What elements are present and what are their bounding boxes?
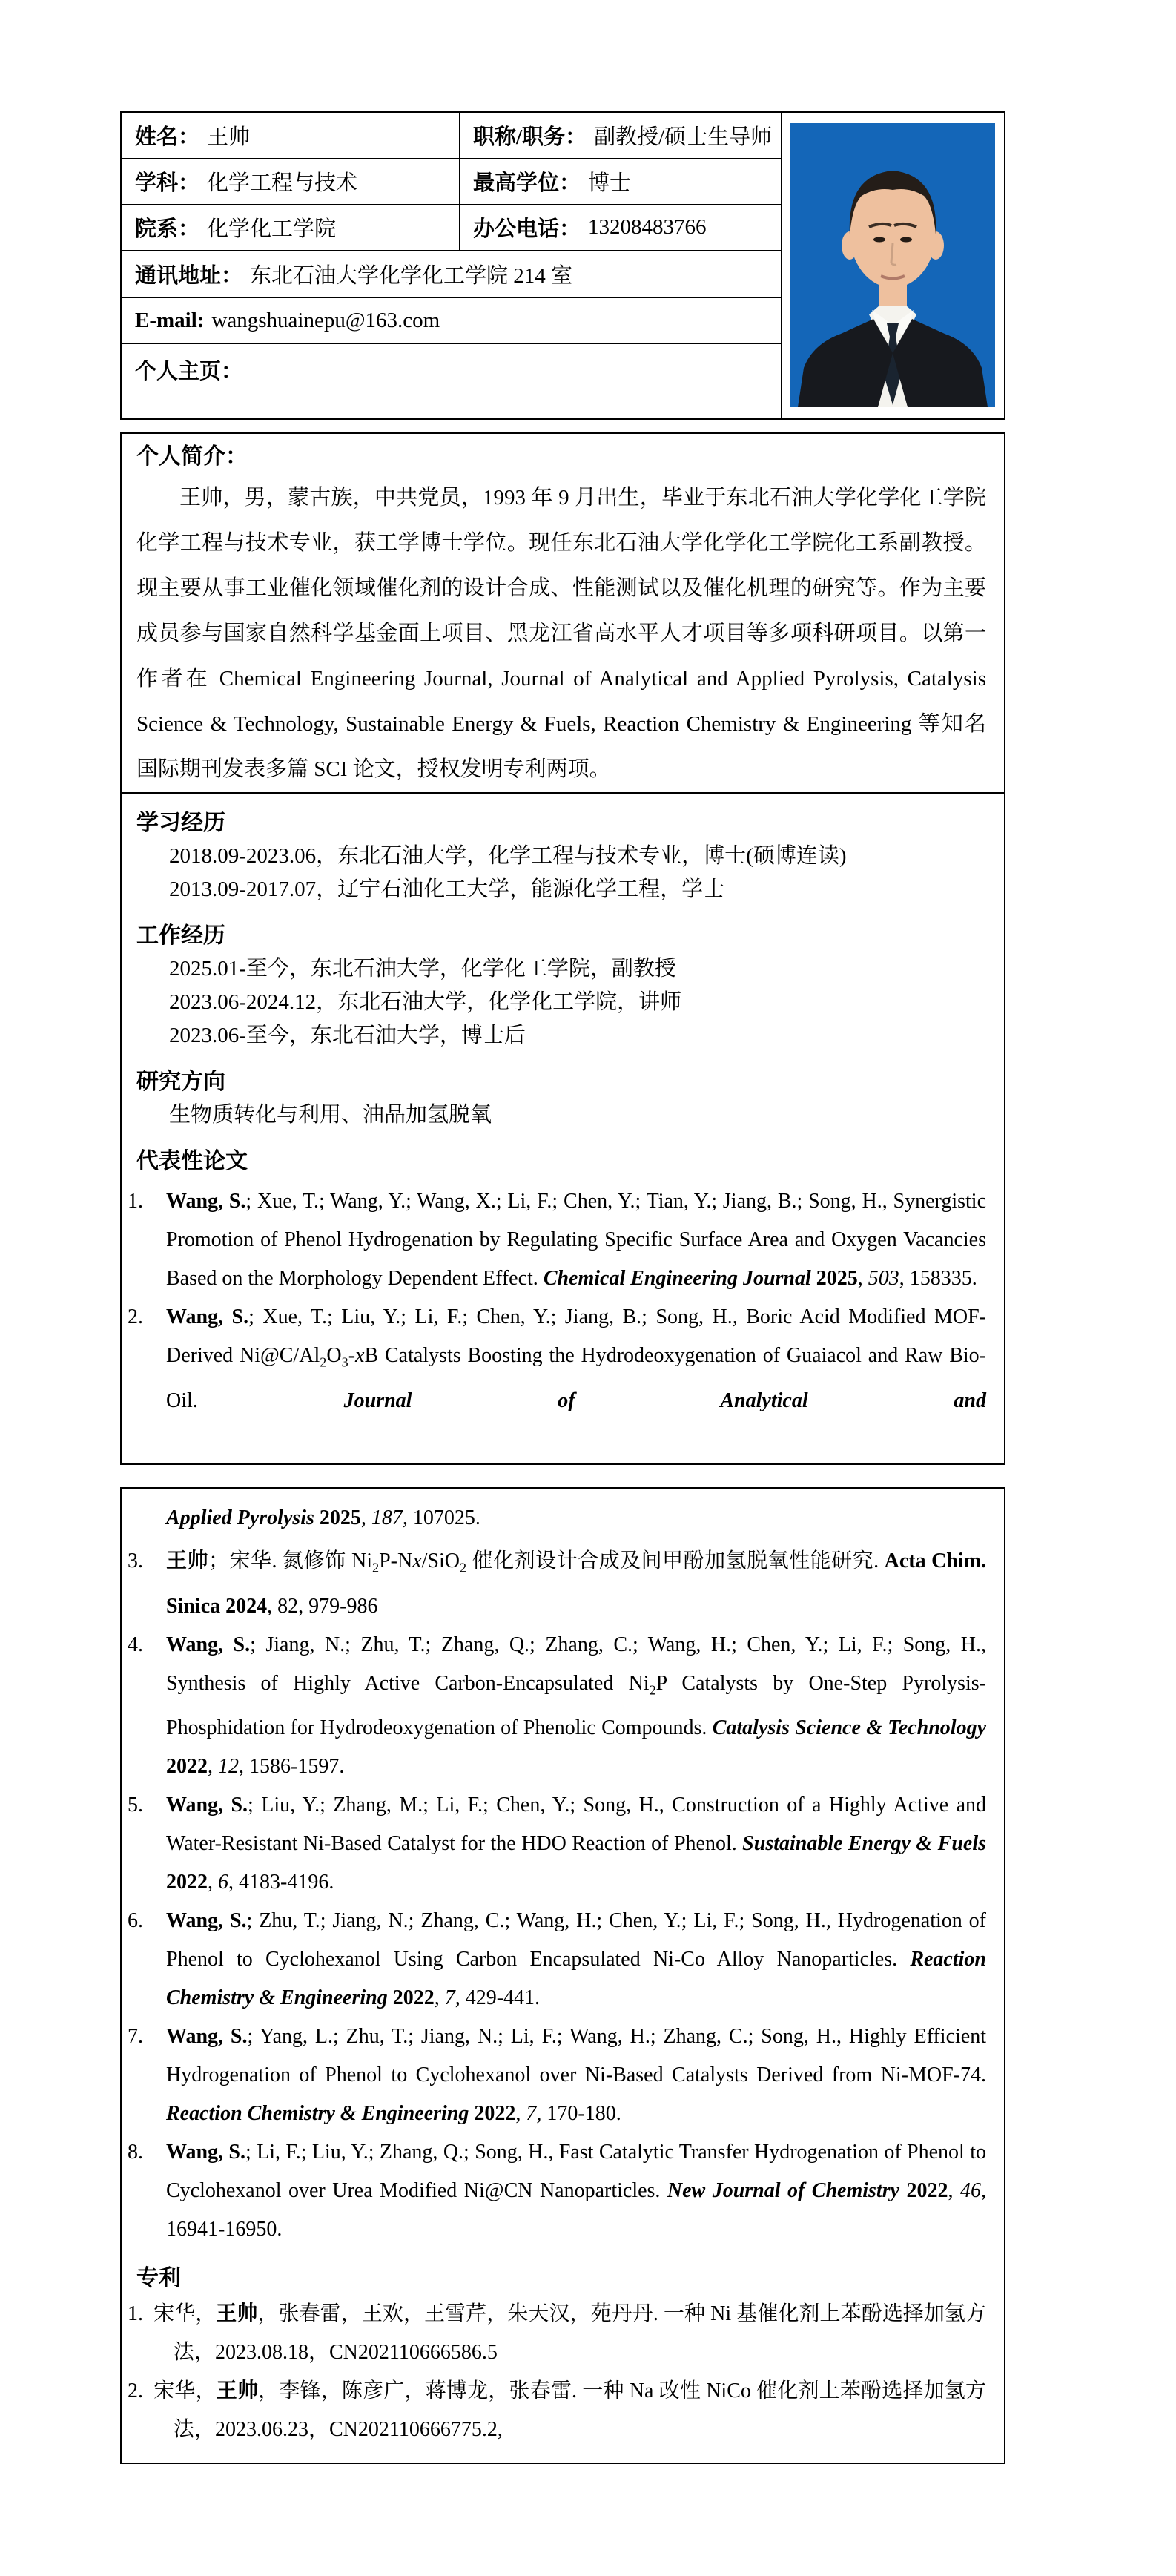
publication-number: 2.	[128, 1305, 143, 1328]
publication-text: Wang, S.; Jiang, N.; Zhu, T.; Zhang, Q.; Zhang, C.; Wang, H.; Chen, Y.; Li, F.; Song, H., Synthesis of Highly Active Carbon-Encapsulated $Ni_2P$ Catalysts by One-Step Pyrolysis-Phosphidation for Hydrodeoxygenation of Phenolic Compounds. Catalysis Science & Technology 2022, 12, 1586-1597.	[166, 1633, 986, 1779]
phone-cell	[460, 205, 782, 251]
department-label: 院系：	[135, 217, 200, 241]
resume-section-page2	[120, 1487, 1005, 2464]
publication-number: 7.	[128, 2025, 143, 2049]
discipline-cell	[122, 159, 460, 205]
department-value: 化学化工学院	[207, 217, 337, 241]
publication-continuation: Applied Pyrolysis 2025, 187, 107025.	[166, 1506, 480, 1529]
publication-text: Wang, S.; Zhu, T.; Jiang, N.; Zhang, C.; Wang, H.; Chen, Y.; Li, F.; Song, H., Hydrogenation of Phenol to Cyclohexanol Using Carbon Encapsulated Ni-Co Alloy Nanoparticles. Reaction Chemistry & Engineering 2022, 7, 429-441.	[166, 1909, 986, 2010]
publication-text: Wang, S.; Liu, Y.; Zhang, M.; Li, F.; Chen, Y.; Song, H., Construction of a Highly Active and Water-Resistant Ni-Based Catalyst for the HDO Reaction of Phenol. Sustainable Energy & Fuels 2022, 6, 4183-4196.	[166, 1793, 986, 1894]
publication-text: Wang, S.; Li, F.; Liu, Y.; Zhang, Q.; Song, H., Fast Catalytic Transfer Hydrogenation of Phenol to Cyclohexanol over Urea Modified Ni@CN Nanoparticles. New Journal of Chemistry 2022, 46, 16941-16950.	[166, 2141, 986, 2241]
title-cell	[460, 113, 782, 159]
intro-section	[120, 432, 1005, 792]
intro-title: 个人简介：	[136, 444, 248, 469]
degree-cell	[460, 159, 782, 205]
publication-list	[128, 1182, 986, 1420]
eye-right	[900, 237, 912, 243]
publication-item	[128, 1298, 986, 1420]
publication-text: Wang, S.; Xue, T.; Wang, Y.; Wang, X.; Li, F.; Chen, Y.; Tian, Y.; Jiang, B.; Song, H., Synergistic Promotion of Phenol Hydrogenation by Regulating Specific Surface Area and Oxygen Vacancies Based on the Morphology Dependent Effect. Chemical Engineering Journal 2025, 503, 158335.	[166, 1190, 986, 1290]
publication-number: 5.	[128, 1793, 143, 1817]
publication-number: 3.	[128, 1549, 143, 1572]
research-title: 研究方向	[136, 1070, 225, 1094]
publication-list	[128, 1542, 986, 2249]
name-label: 姓名：	[135, 125, 200, 149]
profile-table	[120, 111, 1005, 420]
publication-text: 王帅；宋华. 氮修饰 $Ni_2P-Nx/SiO_2$ 催化剂设计合成及间甲酚加氢脱氧性能研究. Acta Chim. Sinica 2024, 82, 979-986	[166, 1549, 986, 1618]
publication-item	[128, 1626, 986, 1787]
email-cell	[122, 298, 782, 344]
department-cell	[122, 205, 460, 251]
publication-text: Wang, S.; Xue, T.; Liu, Y.; Li, F.; Chen, Y.; Jiang, B.; Song, H., Boric Acid Modified MOF-Derived $Ni@C/Al_2O_3-xB$ Catalysts Boosting the Hydrodeoxygenation of Guaiacol and Raw Bio-Oil. Journal of Analytical and	[166, 1305, 986, 1412]
work-item: 2025.01-至今，东北石油大学，化学化工学院，副教授	[169, 957, 676, 981]
profile-photo	[790, 123, 995, 407]
patents-title: 专利	[136, 2266, 181, 2291]
discipline-value: 化学工程与技术	[207, 171, 358, 195]
education-item: 2018.09-2023.06，东北石油大学，化学工程与技术专业，博士(硕博连读)	[169, 844, 847, 868]
research-item: 生物质转化与利用、油品加氢脱氧	[169, 1103, 492, 1127]
address-value: 东北石油大学化学化工学院 214 室	[250, 264, 573, 288]
work-item: 2023.06-2024.12，东北石油大学，化学化工学院，讲师	[169, 990, 682, 1014]
phone-value: 13208483766	[588, 215, 707, 239]
phone-label: 办公电话：	[473, 217, 581, 241]
email-value: wangshuainepu@163.com	[211, 309, 440, 332]
publication-number: 6.	[128, 1909, 143, 1933]
name-cell	[122, 113, 460, 159]
intro-paragraph: 王帅，男，蒙古族，中共党员，1993 年 9 月出生，毕业于东北石油大学化学化工学院化学工程与技术专业，获工学博士学位。现任东北石油大学化学化工学院化工系副教授。现主要从事工业催化领域催化剂的设计合成、性能测试以及催化机理的研究等。作为主要成员参与国家自然科学基金面上项目、黑龙江省高水平人才项目等多项科研项目。以第一作者在 Chemical Engineering Journal, Journal of Analytical and Applied Pyrolysis, Catalysis Science & Technology, Sustainable Energy & Fuels, Reaction Chemistry & Engineering 等知名国际期刊发表多篇 SCI 论文，授权发明专利两项。	[136, 486, 986, 781]
publication-item	[128, 1902, 986, 2017]
publication-number: 8.	[128, 2141, 143, 2164]
degree-value: 博士	[588, 171, 632, 195]
patent-item	[128, 2295, 986, 2372]
education-item: 2013.09-2017.07，辽宁石油化工大学，能源化学工程，学士	[169, 877, 725, 901]
resume-section-page1	[120, 792, 1005, 1465]
address-label: 通讯地址：	[135, 264, 243, 288]
title-value: 副教授/硕士生导师	[594, 125, 773, 149]
work-title: 工作经历	[136, 923, 225, 948]
photo-cell	[782, 113, 1004, 418]
publication-item	[128, 2017, 986, 2133]
publications-title: 代表性论文	[136, 1149, 248, 1173]
eye-left	[873, 237, 885, 243]
address-cell	[122, 251, 782, 298]
discipline-label: 学科：	[135, 171, 200, 195]
publication-text: Wang, S.; Yang, L.; Zhu, T.; Jiang, N.; Li, F.; Wang, H.; Zhang, C.; Song, H., Highly Efficient Hydrogenation of Phenol to Cyclohexanol over Ni-Based Catalysts Derived from Ni-MOF-74. Reaction Chemistry & Engineering 2022, 7, 170-180.	[166, 2025, 986, 2126]
publication-item	[128, 2133, 986, 2249]
email-label: E-mail:	[135, 309, 205, 332]
work-item: 2023.06-至今，东北石油大学，博士后	[169, 1024, 526, 1047]
publication-item	[128, 1786, 986, 1902]
publication-number: 1.	[128, 1190, 143, 1213]
patent-item	[128, 2372, 986, 2449]
name-value: 王帅	[207, 125, 251, 149]
publication-item	[128, 1542, 986, 1626]
degree-label: 最高学位：	[473, 171, 581, 195]
publication-number: 4.	[128, 1633, 143, 1656]
patent-text: 宋华，王帅，李锋，陈彦广，蒋博龙，张春雷. 一种 Na 改性 NiCo 催化剂上苯酚选择加氢方法，2023.06.23，CN202110666775.2,	[153, 2379, 986, 2442]
homepage-cell	[122, 344, 782, 418]
patent-number: 2.	[128, 2379, 143, 2403]
publication-item	[128, 1182, 986, 1298]
patent-text: 宋华，王帅，张春雷，王欢，王雪芹，朱天汉，苑丹丹. 一种 Ni 基催化剂上苯酚选择加氢方法，2023.08.18，CN202110666586.5	[153, 2302, 986, 2365]
title-label: 职称/职务：	[473, 125, 587, 149]
patent-number: 1.	[128, 2302, 143, 2326]
education-title: 学习经历	[136, 811, 225, 835]
homepage-label: 个人主页：	[135, 360, 243, 383]
